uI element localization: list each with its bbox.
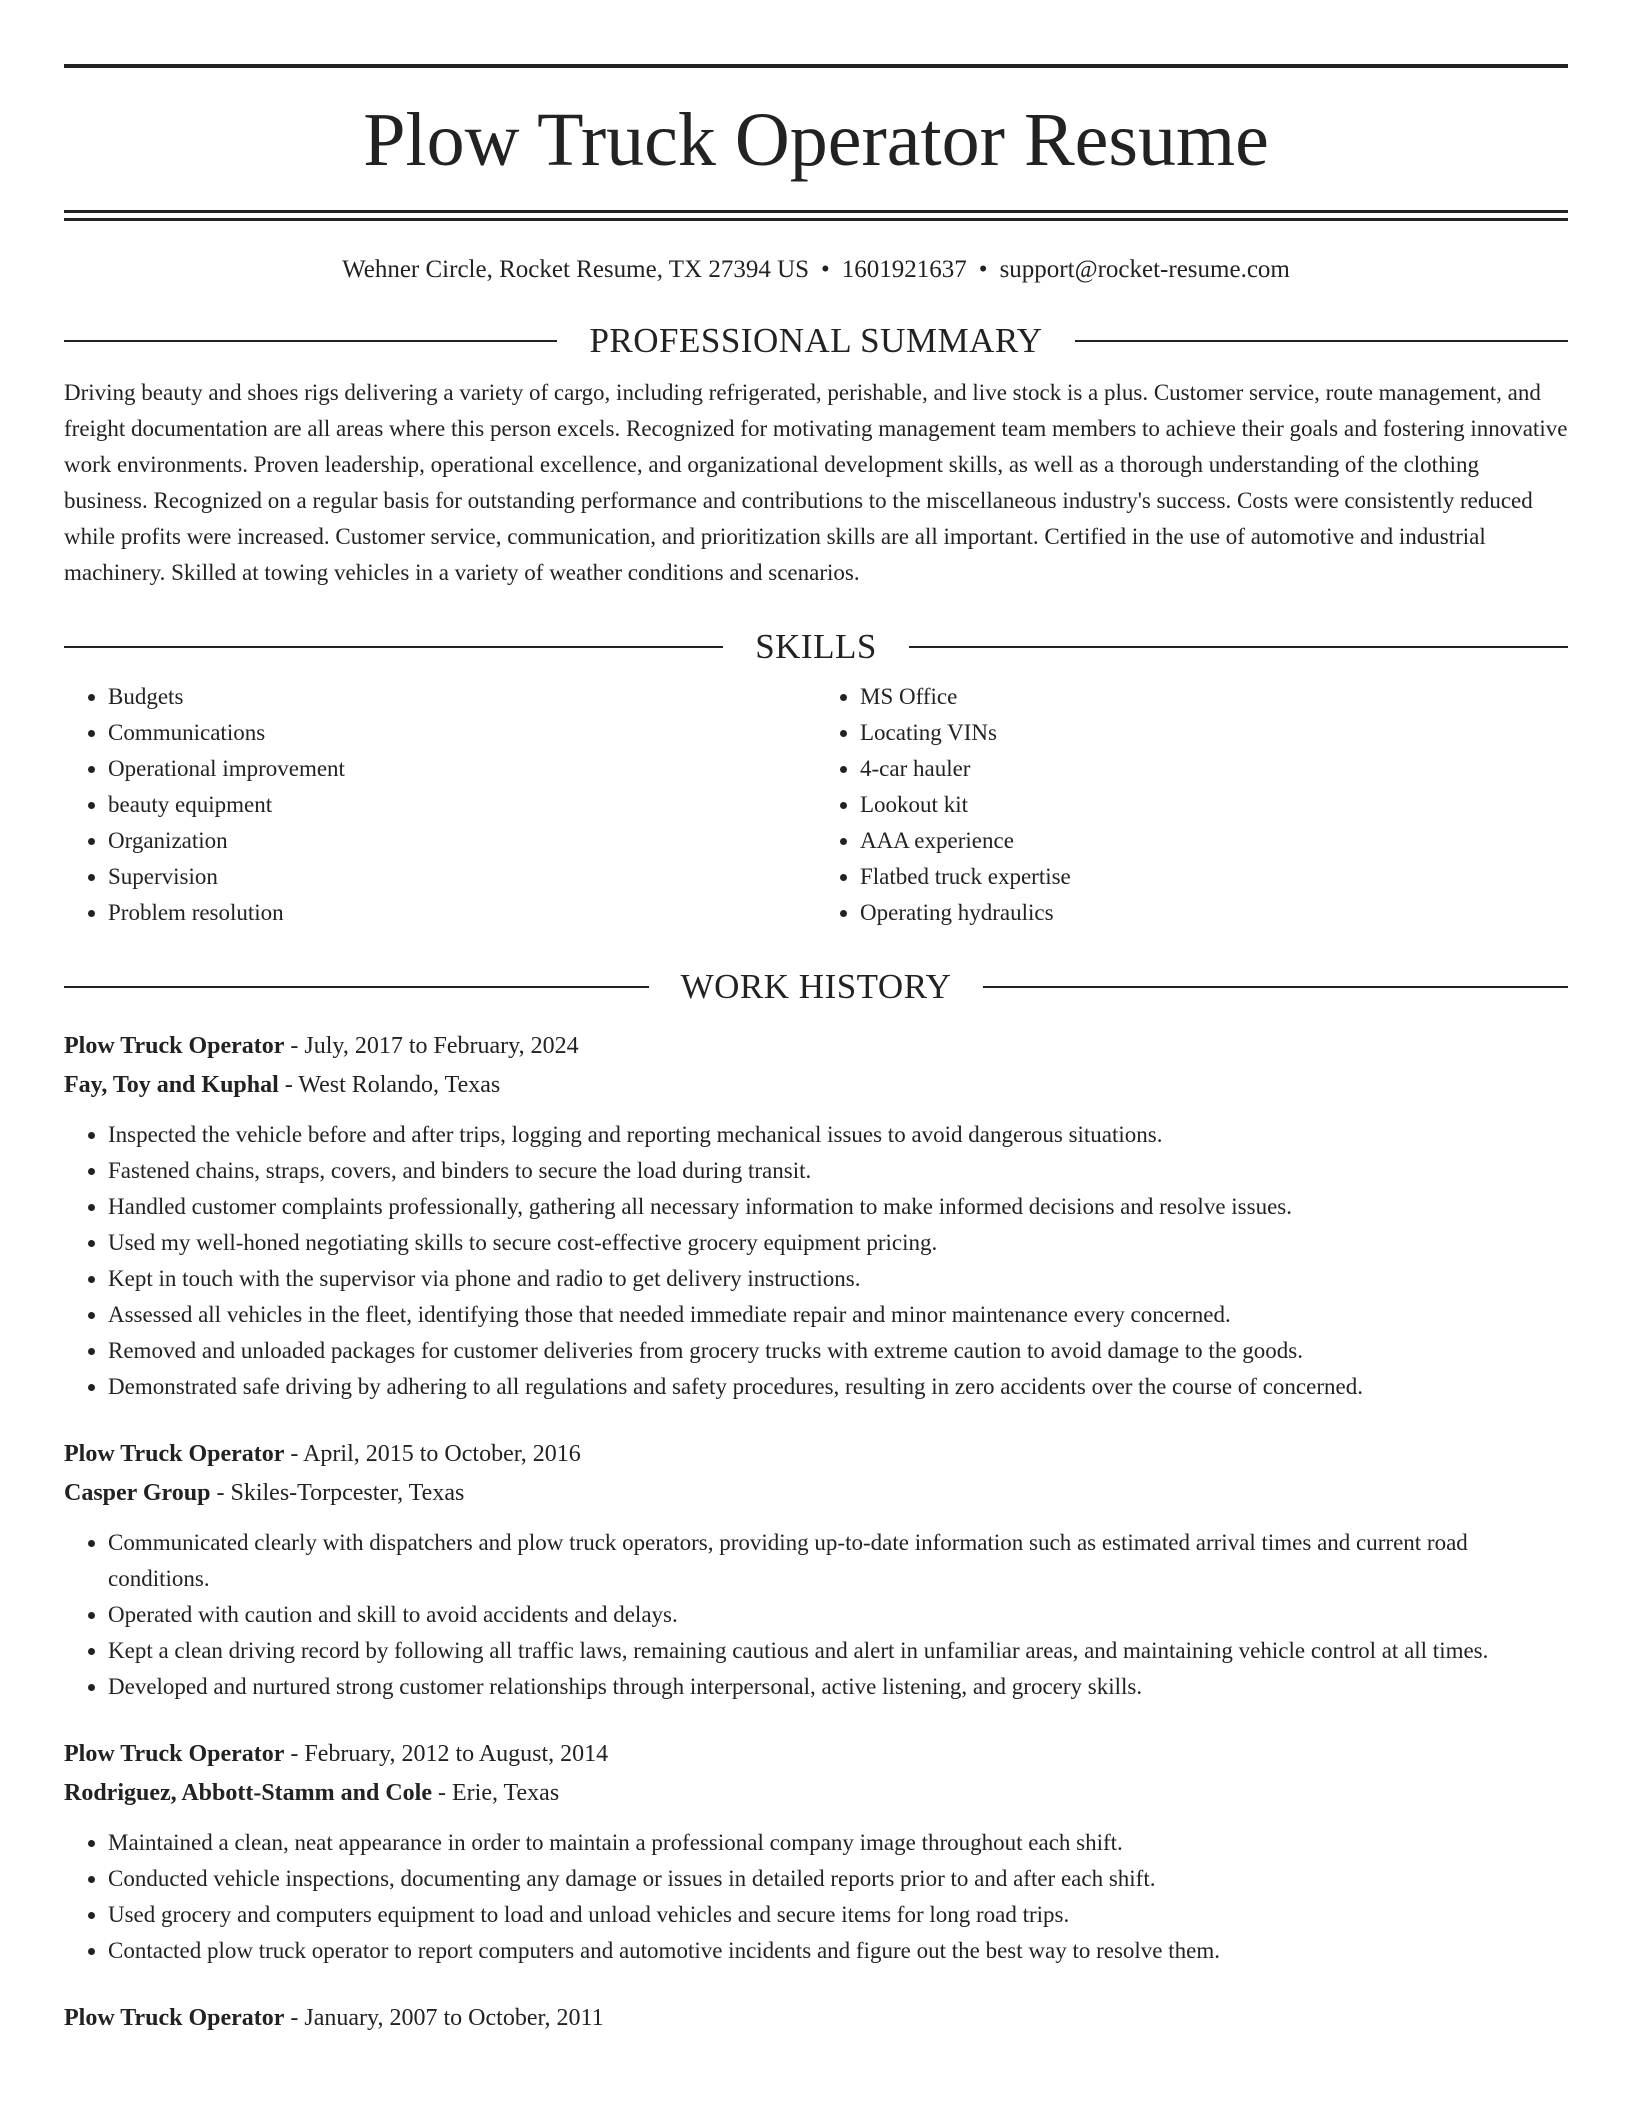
job-company: Casper Group	[64, 1480, 211, 1506]
contact-email: support@rocket-resume.com	[999, 256, 1290, 283]
job-location: - Erie, Texas	[432, 1780, 560, 1806]
job-entry	[64, 1999, 1568, 2038]
job-company-line	[64, 1066, 1568, 1105]
section-title: WORK HISTORY	[680, 967, 952, 1006]
resume-page	[64, 64, 1568, 2038]
job-bullet: • Operated with caution and skill to avoid accidents and delays.	[108, 1597, 1568, 1633]
skill-item: • Locating VINs	[860, 715, 1568, 751]
section-header-work	[64, 967, 1568, 1007]
skill-item: • Organization	[108, 823, 816, 859]
job-bullet: • Contacted plow truck operator to report computers and automotive incidents and figure out the best way to resolve them.	[108, 1933, 1568, 1969]
skill-item: • Communications	[108, 715, 816, 751]
job-role: Plow Truck Operator	[64, 1033, 285, 1059]
section-header-skills	[64, 627, 1568, 667]
job-company: Rodriguez, Abbott-Stamm and Cole	[64, 1780, 433, 1806]
skill-item: • beauty equipment	[108, 787, 816, 823]
skills-list	[64, 679, 1568, 931]
job-bullet: • Developed and nurtured strong customer relationships through interpersonal, active listening, and grocery skills.	[108, 1669, 1568, 1705]
job-role-line	[64, 1735, 1568, 1774]
skills-column-left	[64, 679, 816, 931]
skill-item: • Supervision	[108, 859, 816, 895]
skill-item: • 4-car hauler	[860, 751, 1568, 787]
job-role-line	[64, 1027, 1568, 1066]
job-bullet: • Demonstrated safe driving by adhering to all regulations and safety procedures, resulting in zero accidents over the course of concerned.	[108, 1369, 1568, 1405]
job-dates: - July, 2017 to February, 2024	[284, 1033, 579, 1059]
job-bullet: • Used grocery and computers equipment to load and unload vehicles and secure items for long road trips.	[108, 1897, 1568, 1933]
skill-item: • Operational improvement	[108, 751, 816, 787]
skill-item: • Operating hydraulics	[860, 895, 1568, 931]
job-role: Plow Truck Operator	[64, 1441, 285, 1467]
job-bullet: • Used my well-honed negotiating skills to secure cost-effective grocery equipment pricing.	[108, 1225, 1568, 1261]
job-dates: - January, 2007 to October, 2011	[284, 2005, 604, 2031]
job-bullet: • Kept a clean driving record by following all traffic laws, remaining cautious and alert in unfamiliar areas, and maintaining vehicle control at all times.	[108, 1633, 1568, 1669]
skill-item: • Budgets	[108, 679, 816, 715]
top-rule	[64, 64, 1568, 68]
job-company: Fay, Toy and Kuphal	[64, 1072, 279, 1098]
job-bullet: • Conducted vehicle inspections, documenting any damage or issues in detailed reports prior to and after each shift.	[108, 1861, 1568, 1897]
contact-phone: 1601921637	[841, 256, 967, 283]
section-rule	[1075, 340, 1568, 342]
page-title: Plow Truck Operator Resume	[363, 98, 1269, 182]
job-bullet: • Kept in touch with the supervisor via phone and radio to get delivery instructions.	[108, 1261, 1568, 1297]
section-rule	[64, 646, 723, 648]
job-entry	[64, 1435, 1568, 1705]
job-bullet: • Communicated clearly with dispatchers and plow truck operators, providing up-to-date information such as estimated arrival times and current road conditions.	[108, 1525, 1568, 1597]
job-bullet: • Fastened chains, straps, covers, and binders to secure the load during transit.	[108, 1153, 1568, 1189]
section-rule	[64, 986, 649, 988]
job-dates: - April, 2015 to October, 2016	[284, 1441, 581, 1467]
section-title: PROFESSIONAL SUMMARY	[589, 321, 1043, 360]
job-bullet: • Inspected the vehicle before and after trips, logging and reporting mechanical issues to avoid dangerous situations.	[108, 1117, 1568, 1153]
job-bullet: • Handled customer complaints professionally, gathering all necessary information to make informed decisions and resolve issues.	[108, 1189, 1568, 1225]
section-rule	[983, 986, 1568, 988]
job-role: Plow Truck Operator	[64, 1741, 285, 1767]
job-bullet: • Assessed all vehicles in the fleet, identifying those that needed immediate repair and minor maintenance every concerned.	[108, 1297, 1568, 1333]
section-header-summary	[64, 321, 1568, 361]
section-rule	[909, 646, 1568, 648]
job-bullet: • Removed and unloaded packages for customer deliveries from grocery trucks with extreme caution to avoid damage to the goods.	[108, 1333, 1568, 1369]
job-location: - West Rolando, Texas	[278, 1072, 501, 1098]
contact-separator: •	[978, 256, 988, 283]
job-company-line	[64, 1774, 1568, 1813]
skill-item: • Lookout kit	[860, 787, 1568, 823]
job-role: Plow Truck Operator	[64, 2005, 285, 2031]
job-entry	[64, 1735, 1568, 1969]
title-double-rule	[64, 210, 1568, 221]
contact-separator: •	[821, 256, 830, 283]
job-location: - Skiles-Torpcester, Texas	[210, 1480, 465, 1506]
job-entry	[64, 1027, 1568, 1405]
skill-item: • AAA experience	[860, 823, 1568, 859]
skill-item: • MS Office	[860, 679, 1568, 715]
section-rule	[64, 340, 557, 342]
contact-address: Wehner Circle, Rocket Resume, TX 27394 US	[342, 256, 810, 283]
summary-paragraph: Driving beauty and shoes rigs delivering a variety of cargo, including refrigerated, perishable, and live stock is a plus. Customer service, route management, and freight documentation are all areas where this person excels. Recognized for motivating management team members to achieve their goals and fostering innovative work environments. Proven leadership, operational excellence, and organizational development skills, as well as a thorough understanding of the clothing business. Recognized on a regular basis for outstanding performance and contributions to the miscellaneous industry's success. Costs were consistently reduced while profits were increased. Customer service, communication, and prioritization skills are all important. Certified in the use of automotive and industrial machinery. Skilled at towing vehicles in a variety of weather conditions and scenarios.	[64, 380, 1568, 585]
section-title: SKILLS	[755, 627, 877, 666]
skill-item: • Problem resolution	[108, 895, 816, 931]
job-bullets	[64, 1825, 1568, 1969]
job-bullets	[64, 1525, 1568, 1705]
job-bullet: • Maintained a clean, neat appearance in order to maintain a professional company image throughout each shift.	[108, 1825, 1568, 1861]
skills-column-right	[816, 679, 1568, 931]
job-role-line	[64, 1999, 1568, 2038]
job-bullets	[64, 1117, 1568, 1405]
skill-item: • Flatbed truck expertise	[860, 859, 1568, 895]
job-company-line	[64, 1474, 1568, 1513]
job-role-line	[64, 1435, 1568, 1474]
contact-line	[64, 255, 1568, 285]
job-dates: - February, 2012 to August, 2014	[284, 1741, 609, 1767]
